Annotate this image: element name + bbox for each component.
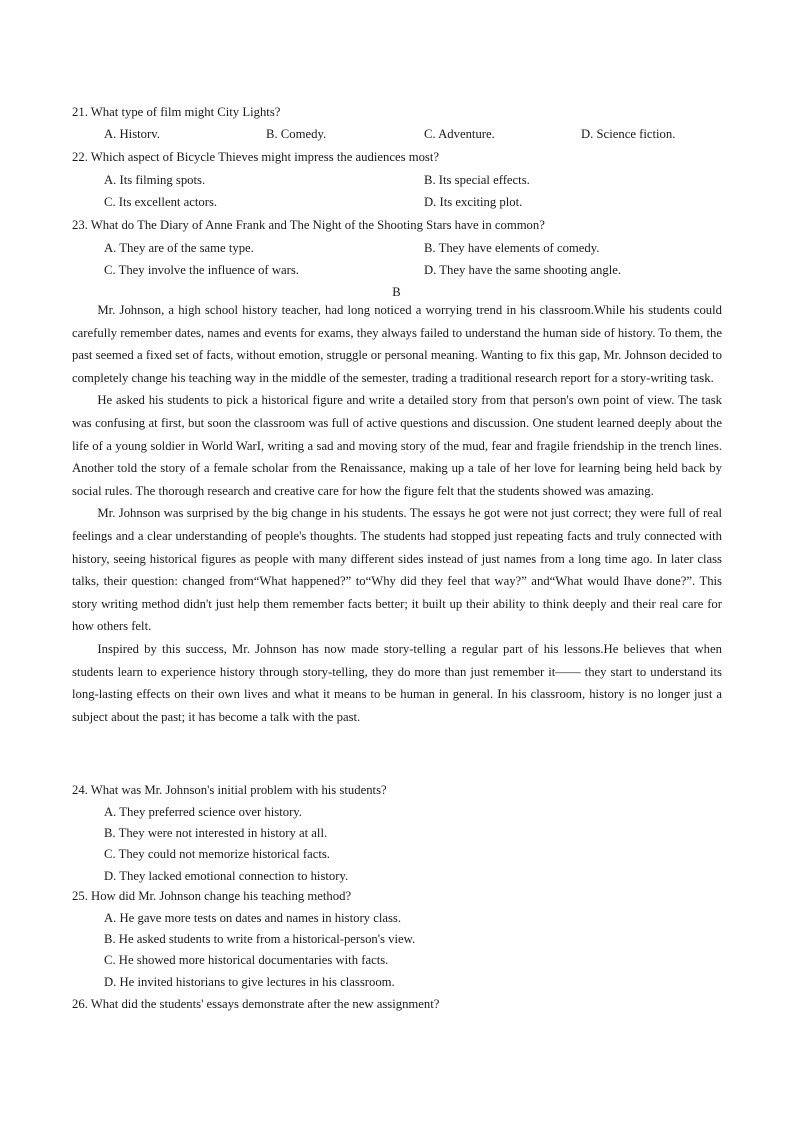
option-d: D. Science fiction. [581,127,676,141]
section-label: B [392,285,401,299]
question-21-stem: 21. What type of film might City Lights? [72,105,281,119]
option-b: B. Its special effects. [424,173,530,187]
question-25-stem: 25. How did Mr. Johnson change his teaching method? [72,889,352,903]
question-26-stem: 26. What did the students' essays demonstrate after the new assignment? [72,997,440,1011]
option-a: A. They preferred science over history. [104,805,302,819]
passage-paragraph: He asked his students to pick a historical figure and write a detailed story from that person's own point of view. The task was confusing at first, but soon the classroom was full of active questions and discussion. One student learned deeply about the life of a young soldier in World WarI, writing a sad and moving story of the mud, fear and fragile friendship in the trench lines. Another told the story of a female scholar from the Renaissance, making up a tale of her love for learning being held back by social rules. The thorough research and creative care for how the figure felt that the students showed was amazing. [72,393,722,498]
option-c: C. Its excellent actors. [104,195,218,209]
option-c: C. Adventure. [424,127,495,141]
question-23-stem: 23. What do The Diary of Anne Frank and The Night of the Shooting Stars have in common? [72,218,545,232]
passage-paragraph: Mr. Johnson was surprised by the big change in his students. The essays he got were not just correct; they were full of real feelings and a clear understanding of people's thoughts. The students had stopped just repeating facts and truly connected with history, seeing historical figures as people with many different sides instead of just names from a long time ago. In later class talks, their question: changed from“What happened?” to“Why did they feel that way?” and“What would Ihave done?”. This story writing method didn't just help them remember facts better; it built up their ability to think deeply and their real care for how others felt. [72,506,722,634]
option-a: A. Historv. [104,127,160,141]
passage-paragraph: Inspired by this success, Mr. Johnson has now made story-telling a regular part of his lessons.He believes that when students learn to experience history through story-telling, they do more than just remember it—— they start to understand its long-lasting effects on their own lives and what it means to be human in general. In his classroom, history is no longer just a subject about the past; it has become a talk with the past. [72,641,722,724]
option-b: B. He asked students to write from a historical-person's view. [104,932,416,947]
option-d: D. They lacked emotional connection to history. [104,868,349,883]
option-a: A. Its filming spots. [104,173,206,187]
option-d: D. He invited historians to give lectures in his classroom. [104,974,395,989]
option-c: C. They involve the influence of wars. [104,263,299,277]
option-a: A. They are of the same type. [104,241,254,255]
option-a: A. He gave more tests on dates and names in history class. [104,911,402,925]
option-c: C. He showed more historical documentaries with facts. [104,953,389,968]
option-b: B. They have elements of comedy. [424,241,600,255]
question-24-options [104,802,348,887]
option-c: C. They could not memorize historical facts. [104,847,330,862]
option-b: B. They were not interested in history at all. [104,826,328,841]
question-25-options [104,908,415,993]
passage-paragraph: Mr. Johnson, a high school history teacher, had long noticed a worrying trend in his classroom.While his students could carefully remember dates, names and events for exams, they always failed to understand the human side of history. To them, the past seemed a fixed set of facts, without emotion, struggle or personal meaning. Wanting to fix this gap, Mr. Johnson decided to completely change his teaching way in the middle of the semester, trading a traditional research report for a story-writing task. [72,303,722,385]
question-24-stem: 24. What was Mr. Johnson's initial problem with his students? [72,783,387,797]
option-b: B. Comedy. [266,127,327,141]
question-22-stem: 22. Which aspect of Bicycle Thieves might impress the audiences most? [72,150,440,164]
option-d: D. They have the same shooting angle. [424,263,622,277]
option-d: D. Its exciting plot. [424,195,523,209]
reading-passage [72,299,722,728]
